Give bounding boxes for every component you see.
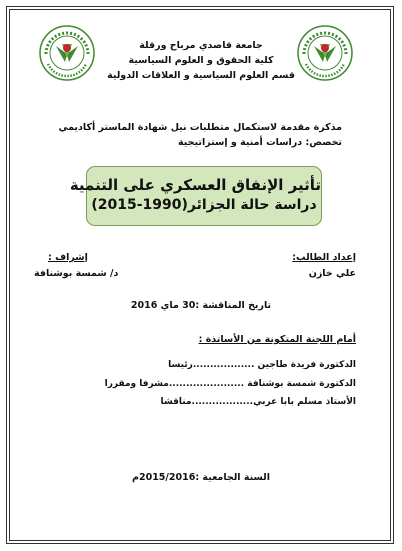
thesis-title-box bbox=[69, 166, 322, 226]
defense-date: تاريخ المناقشة :30 ماي 2016 bbox=[130, 300, 272, 311]
thesis-title: تأثير الإنفاق العسكري على التنمية bbox=[69, 176, 321, 194]
memo-purpose: مذكرة مقدمة لاستكمال متطلبات نيل شهادة الماستر أكاديمي bbox=[58, 122, 342, 133]
faculty-name: كلية الحقوق و العلوم السياسية bbox=[128, 55, 274, 66]
committee-title: أمام اللجنة المتكونة من الأساتذة : bbox=[198, 334, 356, 345]
department-name: قسم العلوم السياسية و العلاقات الدولية bbox=[107, 70, 295, 81]
university-logo-left bbox=[38, 24, 96, 82]
academic-year: السنة الجامعية :2015/2016م bbox=[132, 472, 270, 483]
institution-header bbox=[100, 38, 302, 83]
supervisor-name: د/ شمسة بوشنافة bbox=[34, 268, 119, 279]
university-name: جامعة قاصدي مرباح ورقلة bbox=[139, 40, 263, 51]
student-label: إعداد الطالب: bbox=[292, 252, 356, 263]
committee-list bbox=[56, 356, 356, 412]
committee-member-president: الدكتورة فريدة طاجين ..................رئيسا bbox=[168, 360, 356, 370]
committee-member-examiner: الأستاذ مسلم بابا عربي..................مناقشا bbox=[160, 397, 356, 407]
student-name: علي خازن bbox=[308, 268, 356, 279]
supervisor-label: إشراف : bbox=[48, 252, 88, 263]
memo-description bbox=[58, 120, 342, 150]
university-logo-right bbox=[296, 24, 354, 82]
committee-member-supervisor: الدكتورة شمسة بوشنافة ......................مشرفا ومقررا bbox=[104, 378, 356, 389]
specialization: تخصص: دراسات أمنية و إستراتيجية bbox=[178, 137, 342, 148]
thesis-subtitle: دراسة حالة الجزائر(1990-2015) bbox=[91, 197, 317, 213]
